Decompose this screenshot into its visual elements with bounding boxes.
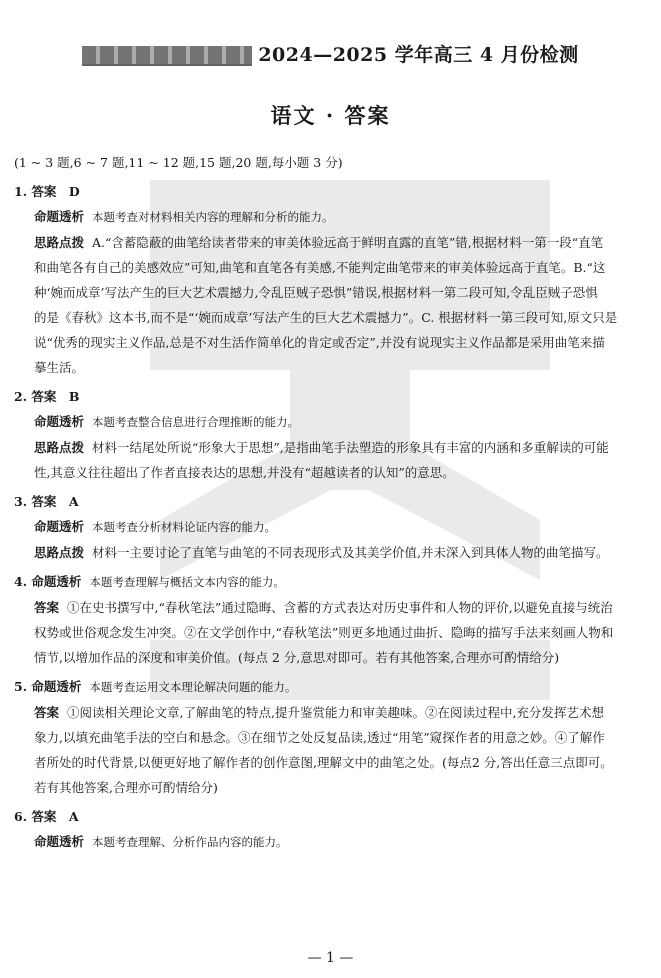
q3-tj-label: 命题透析 [34, 519, 85, 534]
redacted-school-name [82, 46, 252, 66]
question-1 [14, 179, 649, 380]
q1-tj: 本题考查对材料相关内容的理解和分析的能力。 [92, 210, 334, 224]
scoring-note: (1 ~ 3 题,6 ~ 7 题,11 ~ 12 题,15 题,20 题,每小题 3 分) [14, 155, 343, 170]
q1-sl-line: A.“含蓄隐蔽的曲笔给读者带来的审美体验远高于鲜明直露的直笔”错,根据材料一第一段“直笔 [92, 235, 604, 250]
q6-answer: 6. 答案 A [14, 809, 79, 824]
q3-answer: 3. 答案 A [14, 494, 79, 509]
q4-label: 4. 命题透析 [14, 574, 82, 589]
question-6 [14, 804, 649, 855]
q5-da-line: ①阅读相关理论文章,了解曲笔的特点,提升鉴赏能力和审美趣味。②在阅读过程中,充分发挥艺术想 [67, 705, 604, 720]
q3-sl-line: 材料一主要讨论了直笔与曲笔的不同表现形式及其美学价值,并未深入到具体人物的曲笔描写。 [92, 545, 609, 560]
page-header [0, 40, 661, 67]
page-number: — 1 — [307, 950, 354, 966]
q2-answer: 2. 答案 B [14, 389, 80, 404]
exam-title: 2024—2025 学年高三 4 月份检测 [258, 44, 579, 66]
q5-da-line: 者所处的时代背景,以便更好地了解作者的创作意图,理解文中的曲笔之处。(每点2 分,答出任意三点即可。 [34, 755, 613, 770]
q4-da-line: 情节,以增加作品的深度和审美价值。(每点 2 分,意思对即可。若有其他答案,合理亦可酌情给分) [34, 650, 560, 665]
q5-da-line: 若有其他答案,合理亦可酌情给分) [34, 780, 218, 795]
answer-content [14, 150, 649, 855]
q1-sl-line: 种‘婉而成章’写法产生的巨大艺术震撼力,令乱臣贼子恐惧”错误,根据材料一第二段可知,令乱臣贼子恐惧 [34, 285, 598, 300]
q5-tj: 本题考查运用文本理论解决问题的能力。 [89, 680, 297, 694]
q3-tj: 本题考查分析材料论证内容的能力。 [92, 520, 277, 534]
q1-sl-label: 思路点拨 [34, 235, 85, 250]
q6-tj: 本题考查理解、分析作品内容的能力。 [92, 835, 288, 849]
question-2 [14, 384, 649, 485]
q5-da-label: 答案 [34, 705, 60, 720]
document-title: 语文 · 答案 [270, 103, 391, 128]
q1-sl-line: 摹生活。 [34, 360, 85, 375]
q2-tj-label: 命题透析 [34, 414, 85, 429]
q5-da-line: 象力,以填充曲笔手法的空白和悬念。③在细节之处反复品读,透过“用笔”窥探作者的用意之妙。④了解作 [34, 730, 605, 745]
q5-label: 5. 命题透析 [14, 679, 82, 694]
q3-sl-label: 思路点拨 [34, 545, 85, 560]
question-4 [14, 569, 649, 670]
q1-answer: 1. 答案 D [14, 184, 80, 199]
q2-sl-label: 思路点拨 [34, 440, 85, 455]
q1-tj-label: 命题透析 [34, 209, 85, 224]
question-5 [14, 674, 649, 800]
q2-tj: 本题考查整合信息进行合理推断的能力。 [92, 415, 300, 429]
q4-da-label: 答案 [34, 600, 60, 615]
q4-da-line: 权势或世俗观念发生冲突。②在文学创作中,“春秋笔法”则更多地通过曲折、隐晦的描写手法来刻画人物和 [34, 625, 614, 640]
q4-tj: 本题考查理解与概括文本内容的能力。 [89, 575, 285, 589]
q2-sl-line: 材料一结尾处所说“形象大于思想”,是指曲笔手法塑造的形象具有丰富的内涵和多重解读的可能 [92, 440, 609, 455]
q6-tj-label: 命题透析 [34, 834, 85, 849]
q1-sl-line: 说“优秀的现实主义作品,总是不对生活作简单化的肯定或否定”,并没有说现实主义作品都是采用曲笔来描 [34, 335, 605, 350]
q2-sl-line: 性,其意义往往超出了作者直接表达的思想,并没有“超越读者的认知”的意思。 [34, 465, 455, 480]
question-3 [14, 489, 649, 565]
q1-sl-line: 和曲笔各有自己的美感效应”可知,曲笔和直笔各有美感,不能判定曲笔带来的审美体验远高于直笔。B.“这 [34, 260, 606, 275]
q4-da-line: ①在史书撰写中,“春秋笔法”通过隐晦、含蓄的方式表达对历史事件和人物的评价,以避免直接与统治 [67, 600, 613, 615]
q1-sl-line: 的是《春秋》这本书,而不是“‘婉而成章’写法产生的巨大艺术震撼力”。C. 根据材料一第三段可知,原文只是 [34, 310, 618, 325]
